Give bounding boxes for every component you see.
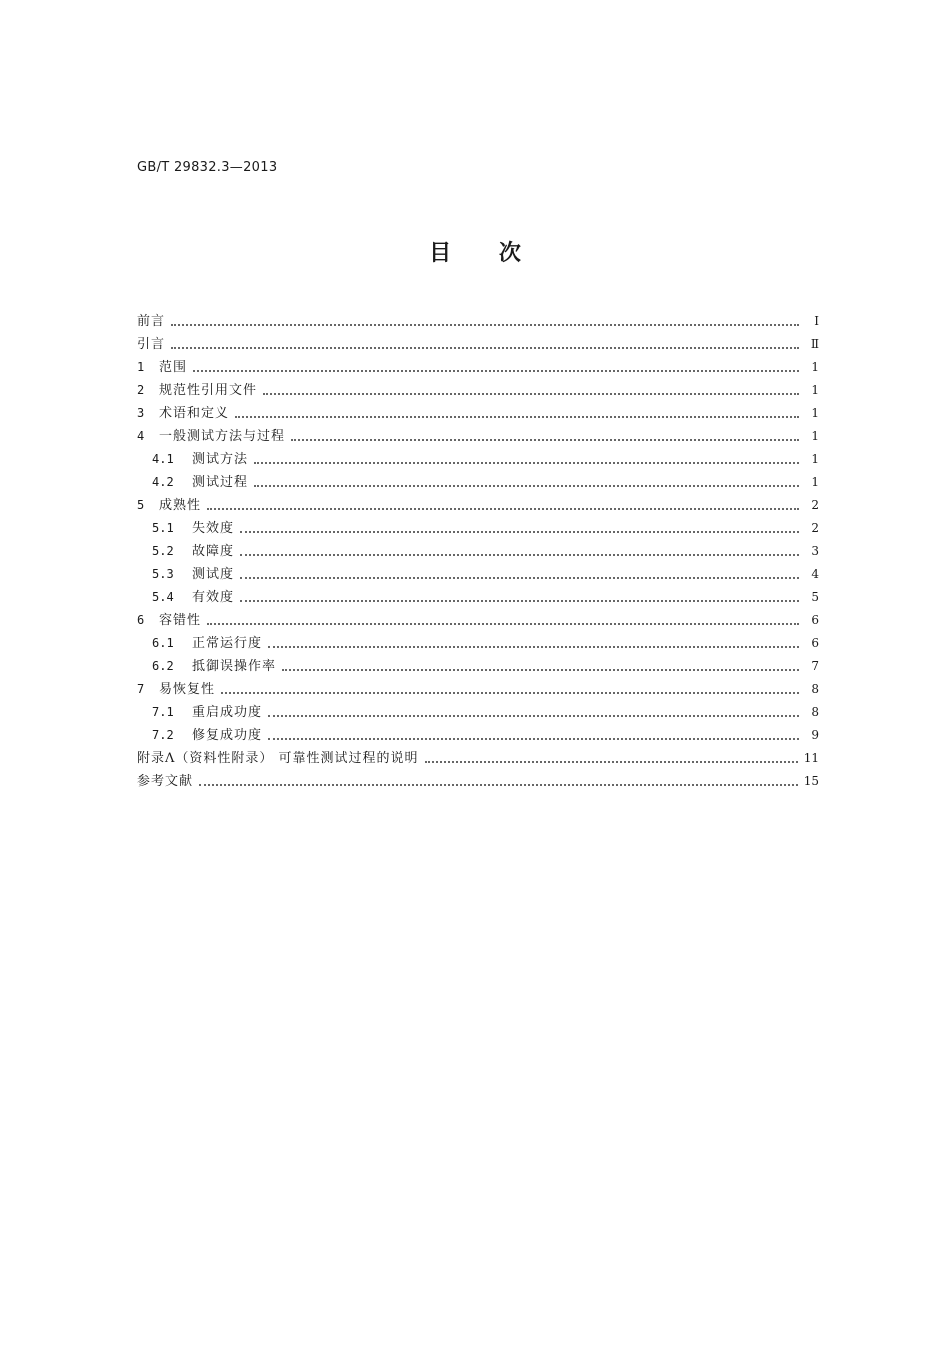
toc-entry[interactable] (137, 517, 819, 540)
toc-entry-title: 重启成功度 (192, 705, 263, 720)
toc-entry-number: 7.2 (152, 728, 174, 742)
toc-entry-title: 修复成功度 (192, 728, 263, 743)
toc-entry-page: 15 (803, 774, 819, 788)
toc-entry-number: 5.2 (152, 544, 174, 558)
toc-entry[interactable] (137, 586, 819, 609)
toc-entry[interactable] (137, 770, 819, 793)
toc-entry-title: 附录Λ（资料性附录） 可靠性测试过程的说明 (137, 751, 419, 766)
toc-leader-dots (254, 461, 799, 464)
toc-entry-title: 易恢复性 (159, 682, 216, 697)
toc-leader-dots (193, 369, 799, 372)
toc-entry[interactable] (137, 494, 819, 517)
toc-entry-number: 5.4 (152, 590, 174, 604)
toc-leader-dots (171, 346, 799, 349)
toc-entry-page: 1 (811, 360, 819, 374)
toc-leader-dots (235, 415, 799, 418)
toc-entry-title: 范围 (159, 360, 188, 375)
toc-entry[interactable] (137, 333, 819, 356)
toc-entry-page: 6 (811, 636, 819, 650)
toc-entry-number: 5.1 (152, 521, 174, 535)
toc-entry-page: 2 (811, 498, 819, 512)
document-code: GB/T 29832.3—2013 (137, 160, 278, 175)
toc-leader-dots (207, 622, 799, 625)
toc-entry[interactable] (137, 425, 819, 448)
toc-entry-page: 11 (803, 751, 819, 765)
toc-leader-dots (263, 392, 799, 395)
toc-entry-page: Ⅰ (814, 314, 819, 328)
toc-entry-title: 测试方法 (192, 452, 249, 467)
toc-entry-title: 术语和定义 (159, 406, 230, 421)
toc-entry-title: 测试度 (192, 567, 235, 582)
toc-leader-dots (291, 438, 799, 441)
toc-entry-page: 6 (811, 613, 819, 627)
toc-entry-title: 正常运行度 (192, 636, 263, 651)
toc-leader-dots (199, 783, 798, 786)
toc-leader-dots (240, 599, 799, 602)
toc-entry-title: 测试过程 (192, 475, 249, 490)
toc-leader-dots (425, 760, 798, 763)
toc-entry-number: 6 (137, 613, 145, 627)
toc-entry[interactable] (137, 678, 819, 701)
toc-entry-page: 1 (811, 452, 819, 466)
toc-entry-number: 3 (137, 406, 145, 420)
toc-entry-number: 4.1 (152, 452, 174, 466)
toc-entry[interactable] (137, 540, 819, 563)
table-of-contents (137, 310, 819, 793)
toc-entry-page: 3 (811, 544, 819, 558)
toc-entry-page: 1 (811, 406, 819, 420)
toc-leader-dots (240, 576, 799, 579)
toc-leader-dots (268, 737, 799, 740)
toc-leader-dots (282, 668, 799, 671)
toc-entry-title: 前言 (137, 314, 166, 329)
toc-entry[interactable] (137, 379, 819, 402)
toc-entry[interactable] (137, 609, 819, 632)
page-title: 目 次 (429, 241, 521, 266)
toc-leader-dots (268, 645, 799, 648)
toc-entry-page: 1 (811, 383, 819, 397)
toc-leader-dots (171, 323, 799, 326)
toc-entry[interactable] (137, 356, 819, 379)
toc-entry-page: 4 (811, 567, 819, 581)
toc-entry[interactable] (137, 724, 819, 747)
toc-entry-title: 参考文献 (137, 774, 194, 789)
toc-entry-number: 4.2 (152, 475, 174, 489)
toc-entry-page: Ⅱ (810, 337, 819, 351)
toc-entry[interactable] (137, 402, 819, 425)
toc-entry-title: 规范性引用文件 (159, 383, 258, 398)
toc-entry-page: 2 (811, 521, 819, 535)
toc-entry[interactable] (137, 655, 819, 678)
toc-entry-title: 成熟性 (159, 498, 202, 513)
toc-entry-number: 1 (137, 360, 145, 374)
toc-entry-number: 5.3 (152, 567, 174, 581)
toc-entry-number: 5 (137, 498, 145, 512)
toc-entry[interactable] (137, 701, 819, 724)
toc-entry-title: 抵御误操作率 (192, 659, 277, 674)
toc-entry-title: 故障度 (192, 544, 235, 559)
toc-entry-page: 1 (811, 475, 819, 489)
toc-entry-number: 7 (137, 682, 145, 696)
toc-entry-number: 4 (137, 429, 145, 443)
toc-entry-page: 8 (811, 705, 819, 719)
toc-leader-dots (240, 530, 799, 533)
toc-leader-dots (268, 714, 799, 717)
toc-entry-number: 6.2 (152, 659, 174, 673)
toc-entry-page: 1 (811, 429, 819, 443)
toc-entry-title: 引言 (137, 337, 166, 352)
toc-entry[interactable] (137, 471, 819, 494)
toc-leader-dots (207, 507, 799, 510)
toc-leader-dots (254, 484, 799, 487)
toc-entry-number: 6.1 (152, 636, 174, 650)
toc-entry[interactable] (137, 310, 819, 333)
toc-entry-page: 9 (811, 728, 819, 742)
toc-entry-title: 失效度 (192, 521, 235, 536)
toc-entry-page: 5 (811, 590, 819, 604)
toc-entry[interactable] (137, 632, 819, 655)
toc-entry-number: 7.1 (152, 705, 174, 719)
toc-entry[interactable] (137, 448, 819, 471)
toc-entry-page: 8 (811, 682, 819, 696)
toc-entry-number: 2 (137, 383, 145, 397)
toc-entry-title: 一般测试方法与过程 (159, 429, 286, 444)
toc-entry[interactable] (137, 747, 819, 770)
toc-leader-dots (240, 553, 799, 556)
toc-entry-page: 7 (811, 659, 819, 673)
toc-leader-dots (221, 691, 799, 694)
toc-entry-title: 有效度 (192, 590, 235, 605)
toc-entry[interactable] (137, 563, 819, 586)
toc-entry-title: 容错性 (159, 613, 202, 628)
